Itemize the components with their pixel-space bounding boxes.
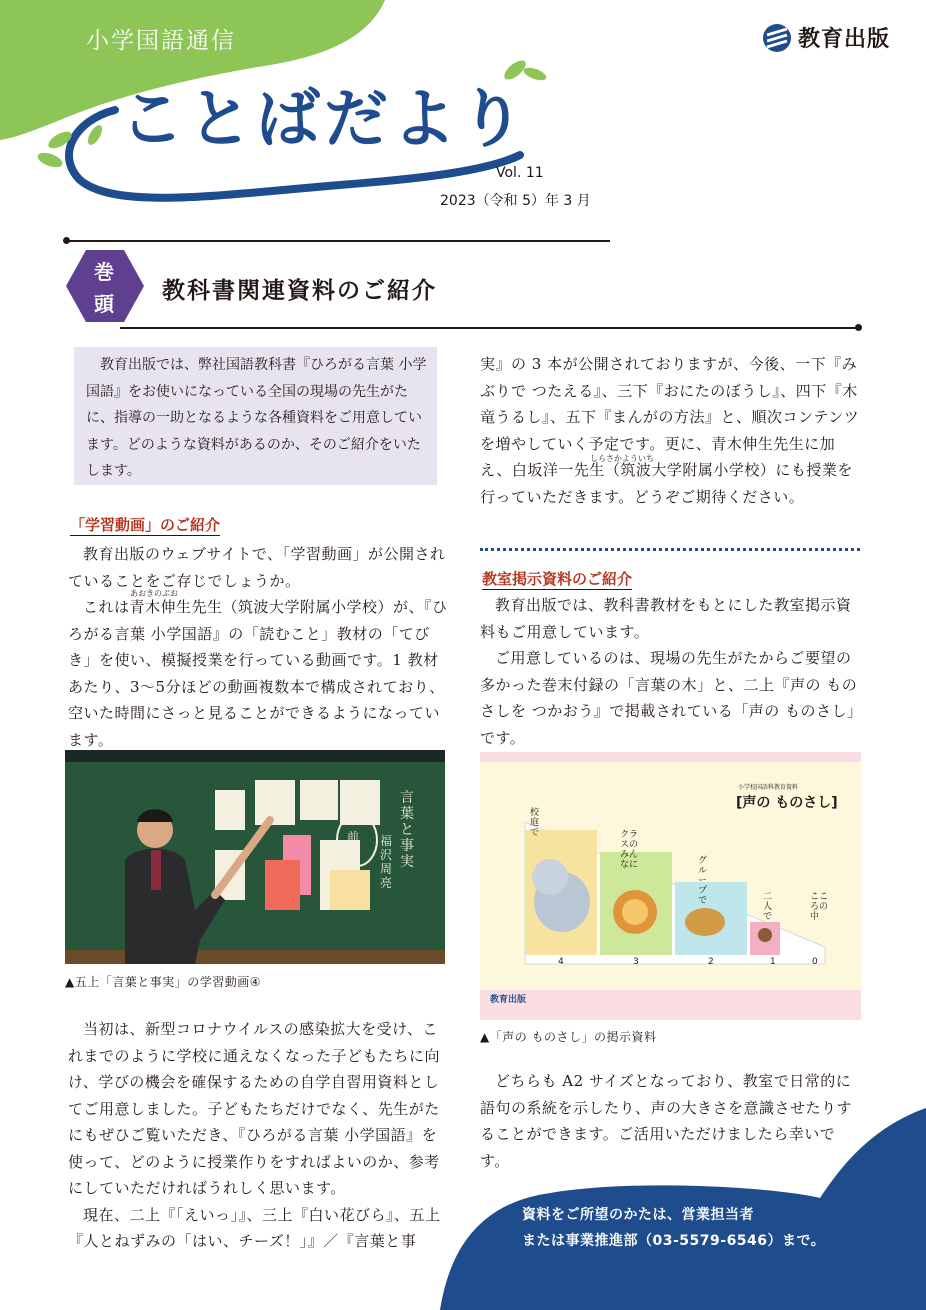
intro-box xyxy=(74,347,437,485)
poster-text-1 xyxy=(480,592,862,751)
poster-logo: 教育出版 xyxy=(490,995,527,1005)
poster-paragraph-2: ご用意しているのは、現場の先生がたからご要望の多かった巻末付録の「言葉の木」と、二上『声の ものさしを つかおう』で掲載されている「声の ものさし」です。 xyxy=(480,649,858,747)
board-lesson-title: 言葉と事実 xyxy=(400,790,414,870)
poster-level-label: クラスのみんなに xyxy=(620,830,639,870)
board-label: 前提 xyxy=(347,830,360,858)
ruby-shirasaka: しらさかよういち xyxy=(590,454,654,463)
poster-level-number: 2 xyxy=(708,957,714,967)
poster-small-label: 小学校国語科教育資料 xyxy=(738,784,799,791)
kantou-divider xyxy=(120,327,856,329)
poster-paragraph-3: どちらも A2 サイズとなっており、教室で日常的に語句の系統を示したり、声の大きさを意識させたりすることができます。ご活用いただけましたら幸いです。 xyxy=(480,1072,853,1170)
poster-paragraph-1: 教育出版では、教科書教材をもとにした教室掲示資料もご用意しています。 xyxy=(480,596,852,641)
series-title: 小学国語通信 xyxy=(86,28,236,54)
publisher-logo xyxy=(762,22,890,53)
intro-text: 教育出版では、弊社国語教科書『ひろがる言葉 小学国語』をお使いになっている全国の現場の先生がたに、指導の一助となるような各種資料をご用意しています。どのような資料があるのか、そのご紹介をいたします。 xyxy=(86,357,427,479)
footer-contact xyxy=(522,1202,825,1254)
footer-line-2: または事業推進部（03-5579-6546）まで。 xyxy=(522,1233,826,1249)
video-paragraph-3: 当初は、新型コロナウイルスの感染拡大を受け、これまでのように学校に通えなくなった子どもたちに向け、学びの機会を確保するための自学自習用資料としてご用意しました。子どもたちだけでなく、先生がたにもぜひご覧いただき、『ひろがる言葉 小学国語』を使って、どのように授業作りをすればよいのか、参考にしていただければうれしく思います。 xyxy=(68,1020,441,1197)
kantou-badge-text xyxy=(84,256,124,320)
kantou-title: 教科書関連資料のご紹介 xyxy=(162,278,437,304)
board-author: 福沢周亮 xyxy=(380,834,393,890)
poster-level-number: 1 xyxy=(770,957,776,967)
volume-number: Vol. 11 xyxy=(496,165,544,181)
footer-line-1: 資料をご所望のかたは、営業担当者 xyxy=(522,1207,754,1223)
video-paragraph-1: 教育出版のウェブサイトで、「学習動画」が公開されていることをご存じでしょうか。 xyxy=(68,545,446,590)
lesson-video-photo xyxy=(65,750,445,964)
video-text-1 xyxy=(68,541,448,753)
poster-level-number: 0 xyxy=(812,957,818,967)
publisher-logo-text: 教育出版 xyxy=(798,27,891,52)
ruby-aoki: あおきのぶお xyxy=(130,589,178,598)
poster-title: [声の ものさし] xyxy=(736,795,838,811)
poster-level-number: 4 xyxy=(558,957,564,967)
issue-date: 2023（令和 5）年 3 月 xyxy=(440,193,591,209)
publisher-logo-icon xyxy=(762,23,792,53)
kantou-badge-char2: 頭 xyxy=(94,292,114,316)
kantou-badge-char1: 巻 xyxy=(94,260,114,284)
poster-level-number: 3 xyxy=(633,957,639,967)
section-heading-poster: 教室掲示資料のご紹介 xyxy=(482,570,633,588)
poster-level-label: 校庭で xyxy=(530,808,540,838)
video-paragraph-4: 現在、二上『「えいっ」』、三上『白い花びら』、五上『人とねずみの「はい、チーズ！」』／『言葉と事 xyxy=(68,1205,441,1250)
top-divider xyxy=(67,240,610,242)
section-heading-video: 「学習動画」のご紹介 xyxy=(70,516,221,534)
video-text-2 xyxy=(68,1016,448,1255)
dotted-divider xyxy=(480,548,860,551)
poster-level-label: こころの中 xyxy=(810,892,829,922)
rule-dot xyxy=(855,324,862,331)
right-column-text xyxy=(480,351,862,510)
poster-level-label: グループで xyxy=(698,856,708,906)
continuation-paragraph: 実』の 3 本が公開されておりますが、今後、一下『みぶりで つたえる』、三下『おにたのぼうし』、四下『木竜うるし』、五下『まんがの方法』と、順次コンテンツを増やしていく予定です。更に、青木伸生先生に加え、白坂洋一先生（筑波大学附属小学校）にも授業を行っていただきます。どうぞご期待ください。 xyxy=(480,355,860,506)
newsletter-title: ことばだより xyxy=(120,83,528,157)
voice-scale-poster xyxy=(480,752,861,1020)
photo-caption: ▲五上「言葉と事実」の学習動画④ xyxy=(65,975,261,989)
poster-level-label: 二人で xyxy=(763,892,773,922)
video-paragraph-2: これは青木伸生先生（筑波大学附属小学校）が、『ひろがる言葉 小学国語』の「読むこと」教材の「てびき」を使い、模擬授業を行っている動画です。1 教材あたり、3～5分ほどの動画複数本で構成されており、空いた時間にさっと見ることができるようになっています。 xyxy=(68,598,448,749)
poster-caption: ▲「声の ものさし」の掲示資料 xyxy=(480,1030,657,1044)
